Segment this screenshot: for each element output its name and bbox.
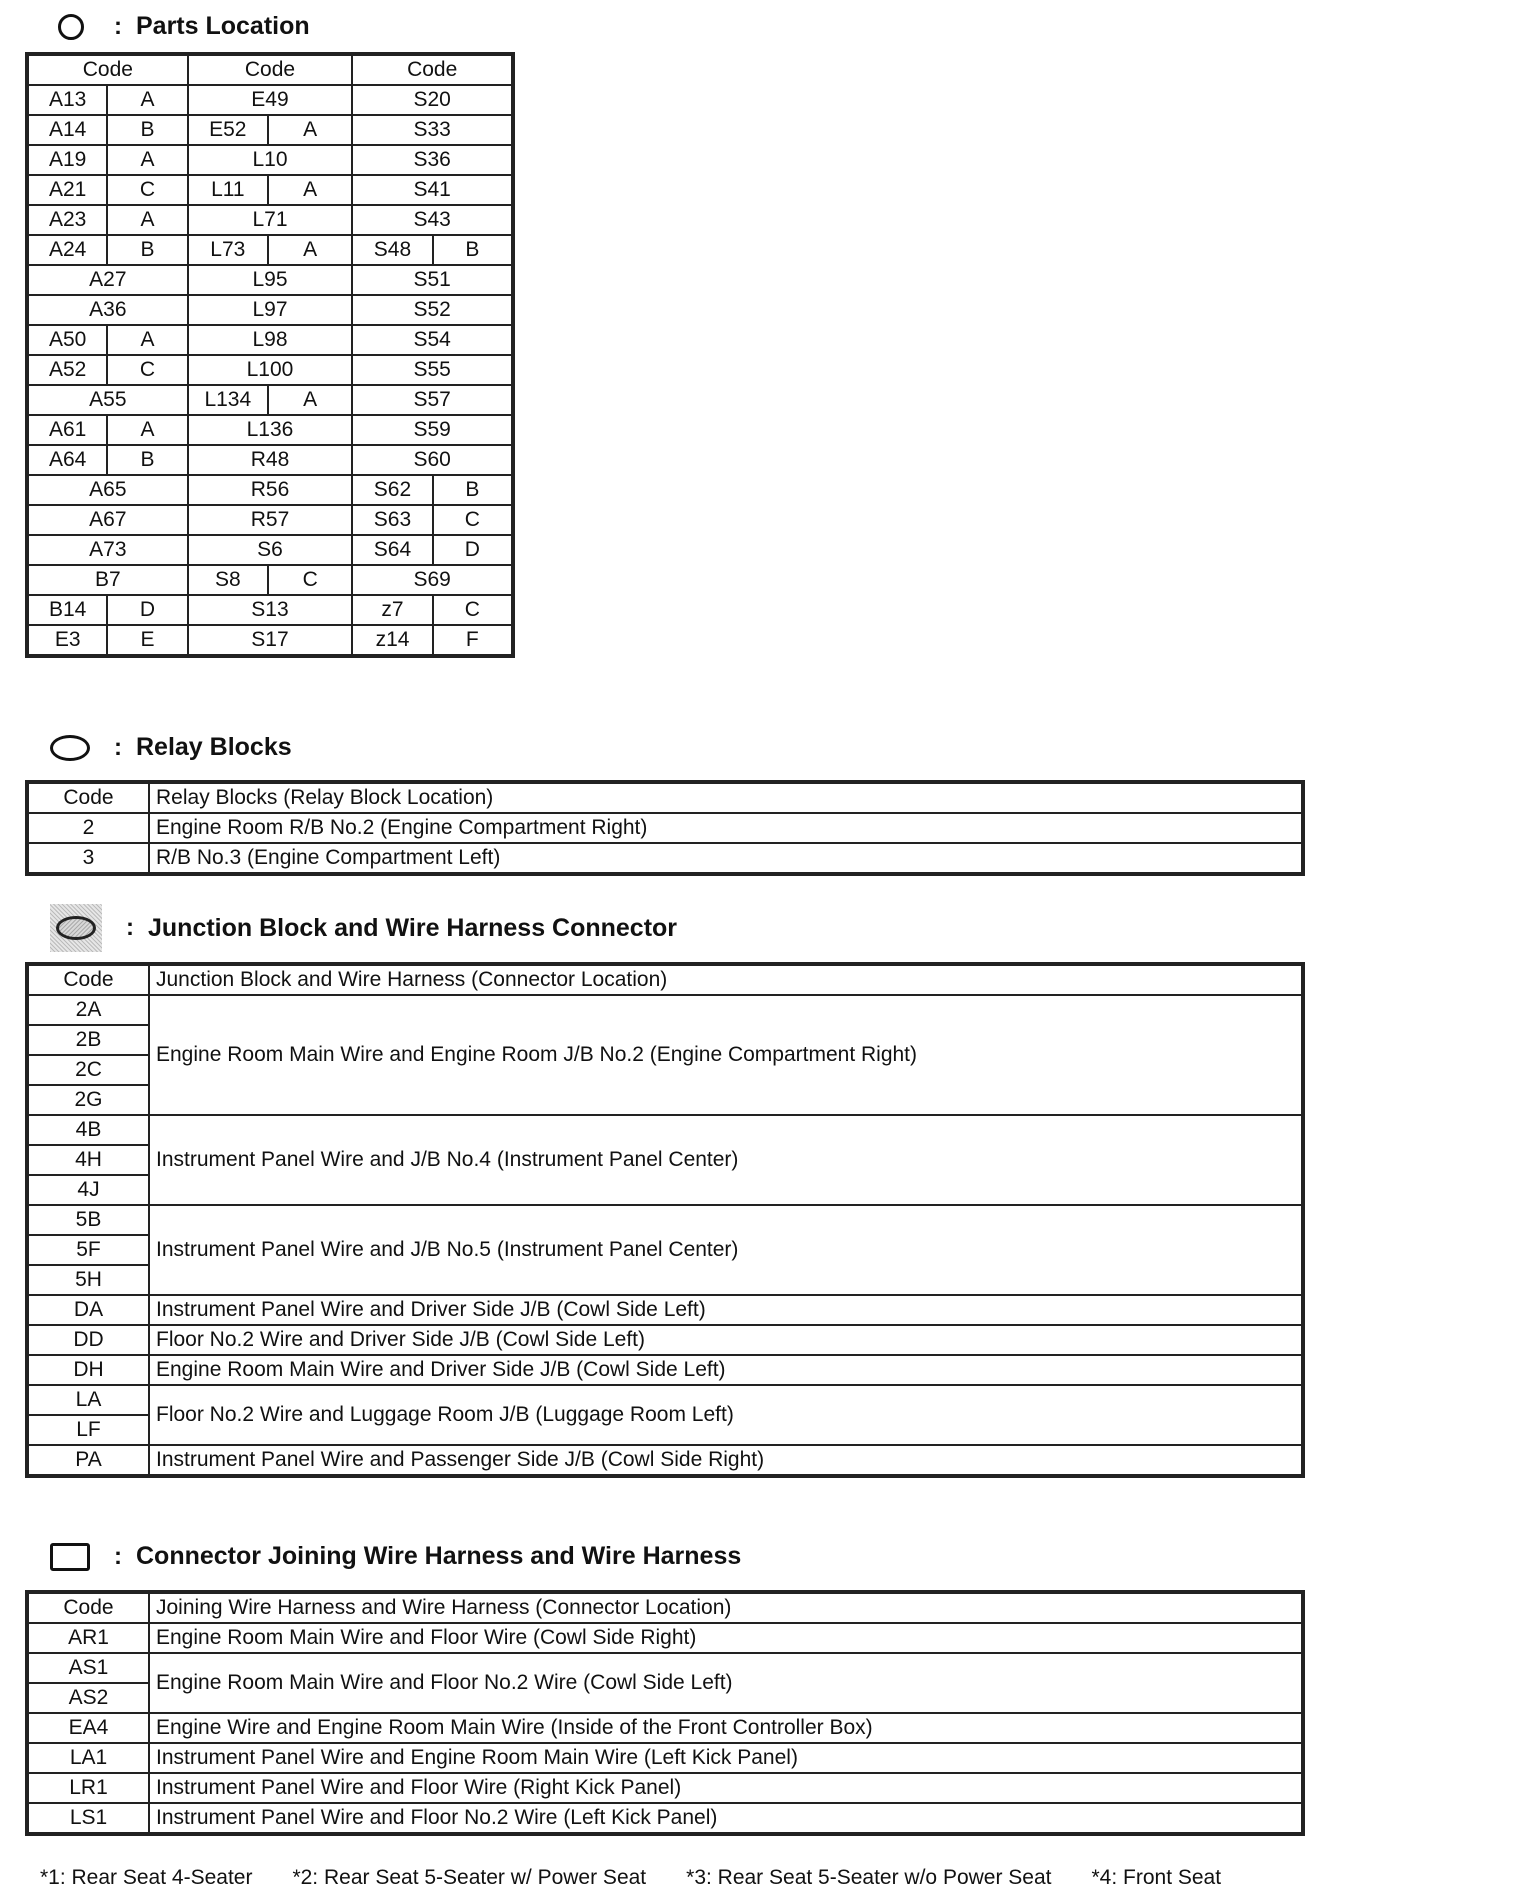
table-row <box>27 175 513 205</box>
table-row <box>27 843 1303 874</box>
code-cell: A52 <box>27 355 107 385</box>
rectangle-icon <box>50 1543 90 1571</box>
relay-blocks-table <box>25 780 1305 876</box>
code-cell: S60 <box>352 445 513 475</box>
table-row <box>27 1385 1303 1415</box>
junction-block-table <box>25 962 1305 1478</box>
location-cell: B <box>107 445 187 475</box>
table-row <box>27 355 513 385</box>
code-cell: 2G <box>27 1085 149 1115</box>
code-cell: 3 <box>27 843 149 874</box>
code-cell: PA <box>27 1445 149 1476</box>
heading-colon: : <box>126 914 134 941</box>
code-cell: EA4 <box>27 1713 149 1743</box>
code-cell: S20 <box>352 85 513 115</box>
code-cell: A21 <box>27 175 107 205</box>
relay-header-row <box>27 782 1303 813</box>
code-cell: A65 <box>27 475 188 505</box>
code-cell: LF <box>27 1415 149 1445</box>
location-cell: C <box>433 505 513 535</box>
column-header: Code <box>27 1592 149 1623</box>
code-cell: S64 <box>352 535 432 565</box>
code-cell: A24 <box>27 235 107 265</box>
code-cell: B14 <box>27 595 107 625</box>
location-cell: B <box>433 475 513 505</box>
code-cell: E52 <box>188 115 268 145</box>
code-cell: S36 <box>352 145 513 175</box>
parts-location-heading <box>58 12 310 41</box>
location-cell: B <box>107 235 187 265</box>
location-cell: A <box>107 145 187 175</box>
location-cell: E <box>107 625 187 656</box>
table-row <box>27 595 513 625</box>
code-cell: L100 <box>188 355 353 385</box>
description-cell: Instrument Panel Wire and Passenger Side J/B (Cowl Side Right) <box>149 1445 1303 1476</box>
location-cell: D <box>107 595 187 625</box>
code-cell: A50 <box>27 325 107 355</box>
table-row <box>27 295 513 325</box>
code-cell: R57 <box>188 505 353 535</box>
code-cell: S51 <box>352 265 513 295</box>
code-cell: S55 <box>352 355 513 385</box>
code-cell: 2C <box>27 1055 149 1085</box>
location-cell: A <box>268 175 352 205</box>
location-cell: C <box>107 175 187 205</box>
code-cell: 4B <box>27 1115 149 1145</box>
code-cell: L10 <box>188 145 353 175</box>
table-row <box>27 1713 1303 1743</box>
code-cell: S17 <box>188 625 353 656</box>
table-row <box>27 1115 1303 1145</box>
code-cell: A67 <box>27 505 188 535</box>
table-row <box>27 1773 1303 1803</box>
section-title: Parts Location <box>136 12 310 40</box>
parts-location-table <box>25 52 515 658</box>
code-cell: S69 <box>352 565 513 595</box>
location-cell: A <box>268 235 352 265</box>
code-cell: R56 <box>188 475 353 505</box>
table-row <box>27 235 513 265</box>
table-row <box>27 385 513 415</box>
column-header: Code <box>188 54 353 85</box>
code-cell: S6 <box>188 535 353 565</box>
code-cell: AS2 <box>27 1683 149 1713</box>
junction-block-heading <box>50 904 677 952</box>
description-cell: Instrument Panel Wire and Driver Side J/B (Cowl Side Left) <box>149 1295 1303 1325</box>
location-cell: F <box>433 625 513 656</box>
code-cell: S54 <box>352 325 513 355</box>
table-row <box>27 535 513 565</box>
description-cell: R/B No.3 (Engine Compartment Left) <box>149 843 1303 874</box>
description-cell: Floor No.2 Wire and Luggage Room J/B (Luggage Room Left) <box>149 1385 1303 1445</box>
code-cell: 5F <box>27 1235 149 1265</box>
column-header: Code <box>27 964 149 995</box>
code-cell: A73 <box>27 535 188 565</box>
column-header: Code <box>27 54 188 85</box>
heading-colon: : <box>114 1542 122 1570</box>
code-cell: A23 <box>27 205 107 235</box>
code-cell: L11 <box>188 175 268 205</box>
code-cell: L95 <box>188 265 353 295</box>
table-row <box>27 115 513 145</box>
parts-header-row <box>27 54 513 85</box>
table-row <box>27 205 513 235</box>
table-row <box>27 565 513 595</box>
code-cell: A55 <box>27 385 188 415</box>
table-row <box>27 1295 1303 1325</box>
table-row <box>27 85 513 115</box>
location-cell: C <box>433 595 513 625</box>
code-cell: 5H <box>27 1265 149 1295</box>
location-cell: A <box>268 115 352 145</box>
code-cell: S8 <box>188 565 268 595</box>
code-cell: 4H <box>27 1145 149 1175</box>
table-row <box>27 145 513 175</box>
description-cell: Engine Room Main Wire and Engine Room J/B No.2 (Engine Compartment Right) <box>149 995 1303 1115</box>
location-cell: A <box>107 85 187 115</box>
table-row <box>27 445 513 475</box>
footnote: *4: Front Seat <box>1091 1866 1222 1889</box>
code-cell: B7 <box>27 565 188 595</box>
shaded-oval-icon <box>50 904 102 952</box>
description-cell: Engine Room Main Wire and Floor No.2 Wire (Cowl Side Left) <box>149 1653 1303 1713</box>
code-cell: S41 <box>352 175 513 205</box>
code-cell: S57 <box>352 385 513 415</box>
code-cell: 5B <box>27 1205 149 1235</box>
code-cell: LR1 <box>27 1773 149 1803</box>
code-cell: L73 <box>188 235 268 265</box>
location-cell: A <box>107 205 187 235</box>
code-cell: L97 <box>188 295 353 325</box>
section-title: Relay Blocks <box>136 733 292 761</box>
table-row <box>27 1205 1303 1235</box>
code-cell: S52 <box>352 295 513 325</box>
code-cell: E49 <box>188 85 353 115</box>
location-cell: B <box>433 235 513 265</box>
table-row <box>27 813 1303 843</box>
description-cell: Engine Wire and Engine Room Main Wire (Inside of the Front Controller Box) <box>149 1713 1303 1743</box>
description-cell: Engine Room Main Wire and Floor Wire (Cowl Side Right) <box>149 1623 1303 1653</box>
table-row <box>27 995 1303 1025</box>
code-cell: S33 <box>352 115 513 145</box>
code-cell: S59 <box>352 415 513 445</box>
junction-header-row <box>27 964 1303 995</box>
location-cell: C <box>107 355 187 385</box>
code-cell: A36 <box>27 295 188 325</box>
oval-icon <box>50 735 90 761</box>
circle-icon <box>58 14 84 40</box>
code-cell: AS1 <box>27 1653 149 1683</box>
location-cell: A <box>268 385 352 415</box>
code-cell: E3 <box>27 625 107 656</box>
code-cell: DD <box>27 1325 149 1355</box>
footnote: *1: Rear Seat 4-Seater <box>40 1866 253 1889</box>
description-cell: Floor No.2 Wire and Driver Side J/B (Cowl Side Left) <box>149 1325 1303 1355</box>
code-cell: 2B <box>27 1025 149 1055</box>
code-cell: S62 <box>352 475 432 505</box>
table-row <box>27 265 513 295</box>
code-cell: LA1 <box>27 1743 149 1773</box>
code-cell: A13 <box>27 85 107 115</box>
table-row <box>27 1623 1303 1653</box>
description-cell: Instrument Panel Wire and J/B No.5 (Instrument Panel Center) <box>149 1205 1303 1295</box>
code-cell: A27 <box>27 265 188 295</box>
description-cell: Engine Room R/B No.2 (Engine Compartment Right) <box>149 813 1303 843</box>
footnotes <box>40 1866 1261 1890</box>
code-cell: L98 <box>188 325 353 355</box>
code-cell: L71 <box>188 205 353 235</box>
column-header: Relay Blocks (Relay Block Location) <box>149 782 1303 813</box>
table-row <box>27 325 513 355</box>
relay-blocks-heading <box>50 733 292 762</box>
location-cell: D <box>433 535 513 565</box>
code-cell: R48 <box>188 445 353 475</box>
code-cell: S43 <box>352 205 513 235</box>
heading-colon: : <box>114 12 122 40</box>
table-row <box>27 1445 1303 1476</box>
table-row <box>27 415 513 445</box>
column-header: Code <box>27 782 149 813</box>
description-cell: Instrument Panel Wire and Engine Room Main Wire (Left Kick Panel) <box>149 1743 1303 1773</box>
code-cell: A14 <box>27 115 107 145</box>
code-cell: z7 <box>352 595 432 625</box>
description-cell: Instrument Panel Wire and J/B No.4 (Instrument Panel Center) <box>149 1115 1303 1205</box>
location-cell: C <box>268 565 352 595</box>
code-cell: LS1 <box>27 1803 149 1834</box>
code-cell: LA <box>27 1385 149 1415</box>
code-cell: L134 <box>188 385 268 415</box>
table-row <box>27 625 513 656</box>
location-cell: A <box>107 325 187 355</box>
column-header: Code <box>352 54 513 85</box>
location-cell: B <box>107 115 187 145</box>
table-row <box>27 475 513 505</box>
connector-table <box>25 1590 1305 1836</box>
code-cell: S13 <box>188 595 353 625</box>
table-row <box>27 1325 1303 1355</box>
connector-header-row <box>27 1592 1303 1623</box>
table-row <box>27 1653 1303 1683</box>
table-row <box>27 1803 1303 1834</box>
description-cell: Instrument Panel Wire and Floor No.2 Wire (Left Kick Panel) <box>149 1803 1303 1834</box>
table-row <box>27 505 513 535</box>
location-cell: A <box>107 415 187 445</box>
column-header: Joining Wire Harness and Wire Harness (Connector Location) <box>149 1592 1303 1623</box>
table-row <box>27 1355 1303 1385</box>
footnote: *2: Rear Seat 5-Seater w/ Power Seat <box>292 1866 647 1889</box>
section-title: Connector Joining Wire Harness and Wire Harness <box>136 1542 742 1570</box>
description-cell: Engine Room Main Wire and Driver Side J/B (Cowl Side Left) <box>149 1355 1303 1385</box>
column-header: Junction Block and Wire Harness (Connector Location) <box>149 964 1303 995</box>
code-cell: L136 <box>188 415 353 445</box>
code-cell: DA <box>27 1295 149 1325</box>
code-cell: A19 <box>27 145 107 175</box>
code-cell: AR1 <box>27 1623 149 1653</box>
code-cell: 2A <box>27 995 149 1025</box>
code-cell: S63 <box>352 505 432 535</box>
table-row <box>27 1743 1303 1773</box>
code-cell: A61 <box>27 415 107 445</box>
code-cell: DH <box>27 1355 149 1385</box>
code-cell: 2 <box>27 813 149 843</box>
description-cell: Instrument Panel Wire and Floor Wire (Right Kick Panel) <box>149 1773 1303 1803</box>
code-cell: S48 <box>352 235 432 265</box>
connector-heading <box>50 1542 741 1571</box>
section-title: Junction Block and Wire Harness Connector <box>148 913 678 942</box>
code-cell: A64 <box>27 445 107 475</box>
code-cell: z14 <box>352 625 432 656</box>
code-cell: 4J <box>27 1175 149 1205</box>
heading-colon: : <box>114 733 122 761</box>
footnote: *3: Rear Seat 5-Seater w/o Power Seat <box>686 1866 1052 1889</box>
